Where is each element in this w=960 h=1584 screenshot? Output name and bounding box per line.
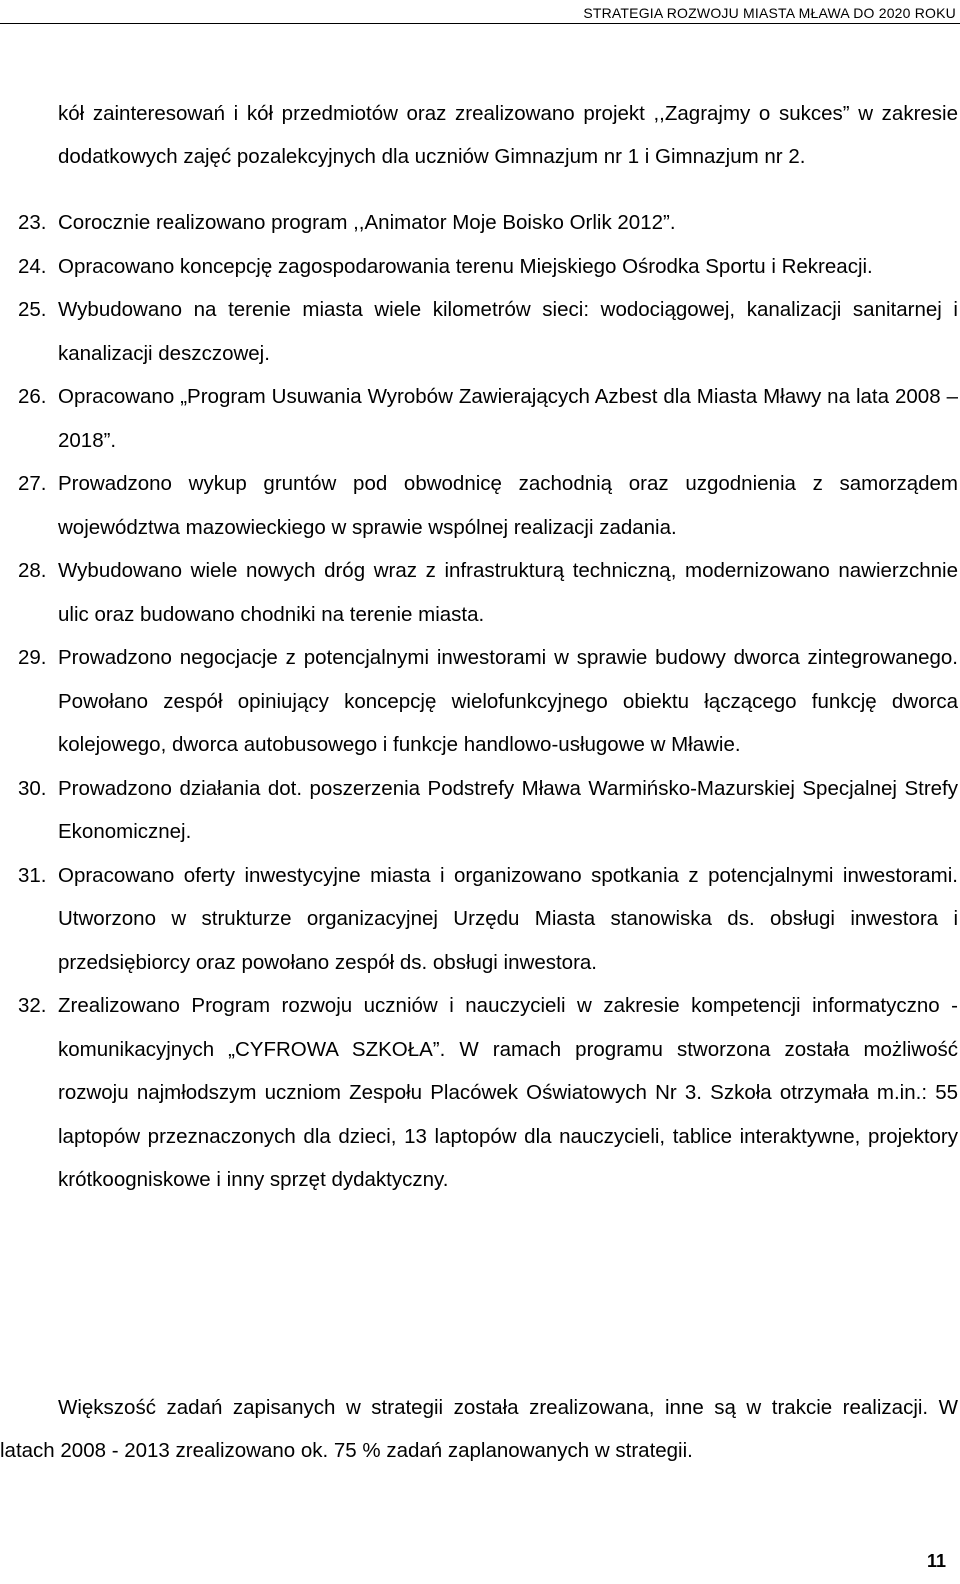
item-number: 32. [18, 994, 47, 1017]
item-text: Corocznie realizowano program ,,Animator Moje Boisko Orlik 2012”. [58, 211, 676, 234]
list-item [0, 245, 958, 289]
list-item [0, 767, 958, 854]
item-number: 27. [18, 472, 47, 495]
item-number: 31. [18, 863, 47, 887]
item-number: 25. [18, 298, 47, 321]
header-rule [0, 23, 960, 24]
continued-item-text: kół zainteresowań i kół przedmiotów oraz zrealizowano projekt ,,Zagrajmy o sukces” w zakresie dodatkowych zajęć pozalekcyjnych dla uczniów Gimnazjum nr 1 i Gimnazjum nr 2. [58, 101, 958, 168]
list-item [0, 462, 958, 549]
item-text: Prowadzono działania dot. poszerzenia Podstrefy Mława Warmińsko-Mazurskiej Specjalnej Strefy Ekonomicznej. [58, 776, 958, 843]
running-header: STRATEGIA ROZWOJU MIASTA MŁAWA DO 2020 ROKU [583, 5, 956, 21]
item-text: Opracowano oferty inwestycyjne miasta i organizowano spotkania z potencjalnymi inwestorami. Utworzono w strukturze organizacyjnej Urzędu Miasta stanowiska ds. obsługi inwestora i przedsiębiorcy oraz powołano zespół ds. obsługi inwestora. [58, 863, 958, 974]
item-text: Opracowano koncepcję zagospodarowania terenu Miejskiego Ośrodka Sportu i Rekreacji. [58, 254, 873, 278]
item-text: Opracowano „Program Usuwania Wyrobów Zawierających Azbest dla Miasta Mławy na lata 2008 – 2018”. [58, 385, 958, 452]
item-number: 28. [18, 559, 47, 582]
list-item [0, 549, 958, 636]
tasks-list [0, 201, 958, 1202]
item-number: 30. [18, 776, 47, 800]
list-item [0, 201, 958, 245]
item-text: Wybudowano na terenie miasta wiele kilometrów sieci: wodociągowej, kanalizacji sanitarnej i kanalizacji deszczowej. [58, 298, 958, 365]
summary-paragraph: Większość zadań zapisanych w strategii została zrealizowana, inne są w trakcie realizacji. W latach 2008 - 2013 zrealizowano ok. 75 % zadań zaplanowanych w strategii. [0, 1395, 958, 1462]
item-number: 23. [18, 211, 47, 234]
list-item [0, 288, 958, 375]
item-text: Prowadzono wykup gruntów pod obwodnicę zachodnią oraz uzgodnienia z samorządem województwa mazowieckiego w sprawie wspólnej realizacji zadania. [58, 472, 958, 539]
item-text: Zrealizowano Program rozwoju uczniów i nauczycieli w zakresie kompetencji informatyczno - komunikacyjnych „CYFROWA SZKOŁA”. W ramach programu stworzona została możliwość rozwoju najmłodszym uczniom Zespołu Placówek Oświatowych Nr 3. Szkoła otrzymała m.in.: 55 laptopów przeznaczonych dla dzieci, 13 laptopów dla nauczycieli, tablice interaktywne, projektory krótkoogniskowe i inny sprzęt dydaktyczny. [58, 994, 958, 1191]
item-number: 24. [18, 254, 47, 278]
list-item [0, 375, 958, 462]
item-number: 26. [18, 385, 47, 408]
page-number: 11 [926, 1551, 946, 1571]
list-item [0, 984, 958, 1202]
item-number: 29. [18, 646, 47, 669]
list-item [0, 636, 958, 767]
item-text: Wybudowano wiele nowych dróg wraz z infrastrukturą techniczną, modernizowano nawierzchnie ulic oraz budowano chodniki na terenie miasta. [58, 559, 958, 626]
item-text: Prowadzono negocjacje z potencjalnymi inwestorami w sprawie budowy dworca zintegrowanego. Powołano zespół opiniujący koncepcję wielofunkcyjnego obiektu łączącego funkcję dworca kolejowego, dworca autobusowego i funkcje handlowo-usługowe w Mławie. [58, 646, 958, 756]
list-item [0, 854, 958, 985]
